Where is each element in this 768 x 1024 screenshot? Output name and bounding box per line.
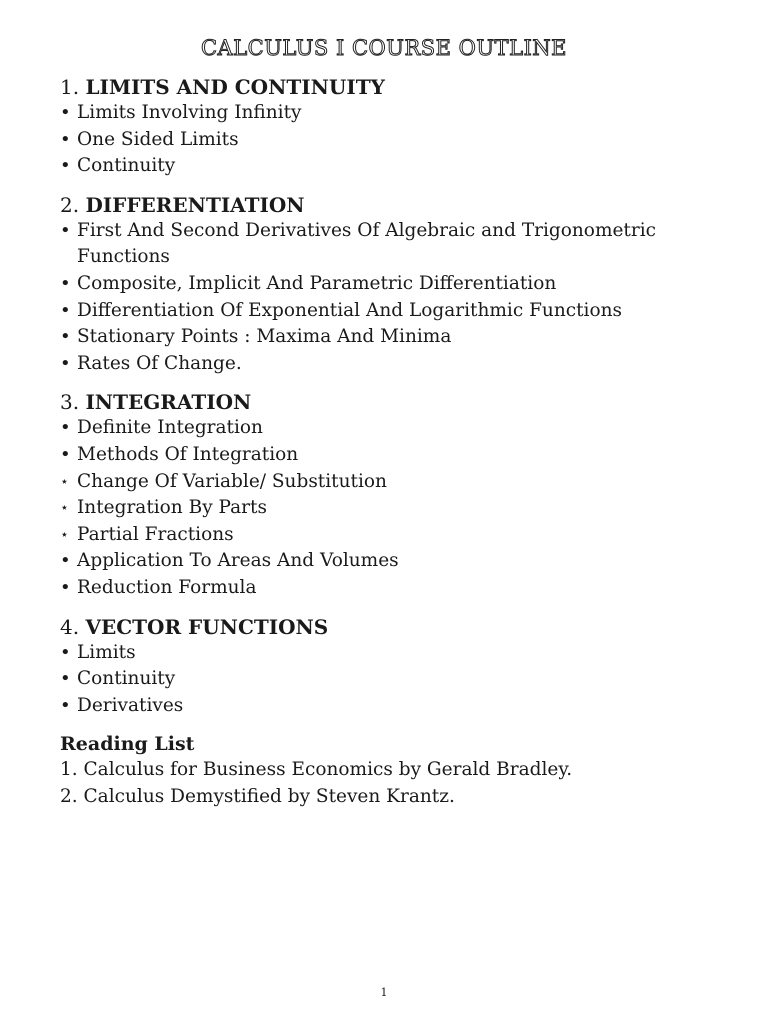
list-item-text: Derivatives (77, 694, 184, 716)
section-vector-functions (60, 614, 740, 720)
list-item (60, 271, 740, 298)
list-item (60, 442, 740, 469)
section-number: 1. (60, 75, 80, 99)
section-title: LIMITS AND CONTINUITY (85, 75, 385, 99)
section-heading (60, 74, 740, 100)
list-item-text: Limits (77, 641, 136, 663)
list-item (60, 415, 740, 442)
bullet-icon: • (60, 641, 71, 663)
list-item (60, 324, 740, 351)
section-number: 2. (60, 192, 80, 217)
bullet-icon: • (60, 443, 71, 465)
list-item-text: Integration By Parts (77, 497, 267, 519)
reading-list-heading: Reading List (60, 733, 195, 756)
section-limits-and-continuity (60, 74, 740, 180)
list-item (60, 100, 740, 127)
list-item (60, 351, 740, 378)
star-icon: ⋆ (60, 526, 69, 543)
list-item (60, 693, 740, 720)
bullet-icon: • (60, 576, 71, 598)
bullet-icon: • (60, 550, 71, 572)
list-item-text: Composite, Implicit And Parametric Differentiation (77, 272, 557, 294)
list-item (60, 495, 740, 522)
section-differentiation (60, 192, 740, 378)
page-title: CALCULUS I COURSE OUTLINE (200, 36, 568, 60)
reading-list-item: 2. Calculus Demystified by Steven Krantz. (60, 785, 455, 807)
list-item-text: Definite Integration (77, 417, 263, 439)
bullet-icon: • (60, 694, 71, 716)
bullet-icon: • (60, 352, 71, 374)
list-item (60, 469, 740, 496)
list-item (60, 575, 740, 602)
list-item-text: Change Of Variable/ Substitution (77, 470, 387, 492)
list-item (60, 640, 740, 667)
list-item-text: Continuity (77, 155, 176, 177)
list-item-text: One Sided Limits (77, 128, 239, 150)
list-item-text: Methods Of Integration (77, 443, 299, 465)
list-item (60, 548, 740, 575)
reading-list-item: 1. Calculus for Business Economics by Gerald Bradley. (60, 759, 573, 781)
bullet-icon: • (60, 128, 71, 150)
section-title: DIFFERENTIATION (85, 192, 305, 217)
section-heading (60, 192, 740, 218)
bullet-icon: • (60, 272, 71, 294)
bullet-icon: • (60, 219, 71, 241)
list-item (60, 153, 740, 180)
list-item (60, 522, 740, 549)
section-integration (60, 389, 740, 601)
list-item-text: Rates Of Change. (77, 352, 242, 374)
star-icon: ⋆ (60, 500, 69, 517)
star-icon: ⋆ (60, 473, 69, 490)
list-item-text: Stationary Points : Maxima And Minima (77, 326, 452, 348)
list-item-text: Reduction Formula (77, 576, 257, 598)
list-item-text: Limits Involving Infinity (77, 102, 302, 123)
section-title: VECTOR FUNCTIONS (85, 614, 329, 639)
section-heading (60, 614, 740, 640)
bullet-icon: • (60, 668, 71, 690)
bullet-icon: • (60, 155, 71, 177)
bullet-icon: • (60, 326, 71, 348)
outline-content (60, 74, 740, 822)
list-item (60, 298, 740, 325)
list-item (60, 666, 740, 693)
section-number: 3. (60, 390, 80, 415)
bullet-icon: • (60, 299, 71, 321)
list-item-text: Differentiation Of Exponential And Logarithmic Functions (77, 299, 623, 321)
section-number: 4. (60, 614, 80, 639)
bullet-icon: • (60, 417, 71, 439)
page-number: 1 (380, 986, 388, 999)
list-item-text: First And Second Derivatives Of Algebraic and Trigonometric Functions (77, 219, 656, 268)
bullet-icon: • (60, 102, 71, 123)
section-title: INTEGRATION (85, 390, 252, 415)
list-item-text: Partial Fractions (77, 523, 234, 545)
list-item (60, 127, 740, 154)
list-item (60, 218, 740, 271)
list-item-text: Continuity (77, 668, 176, 690)
section-heading (60, 389, 740, 415)
reading-list (60, 731, 740, 810)
list-item-text: Application To Areas And Volumes (77, 550, 399, 572)
